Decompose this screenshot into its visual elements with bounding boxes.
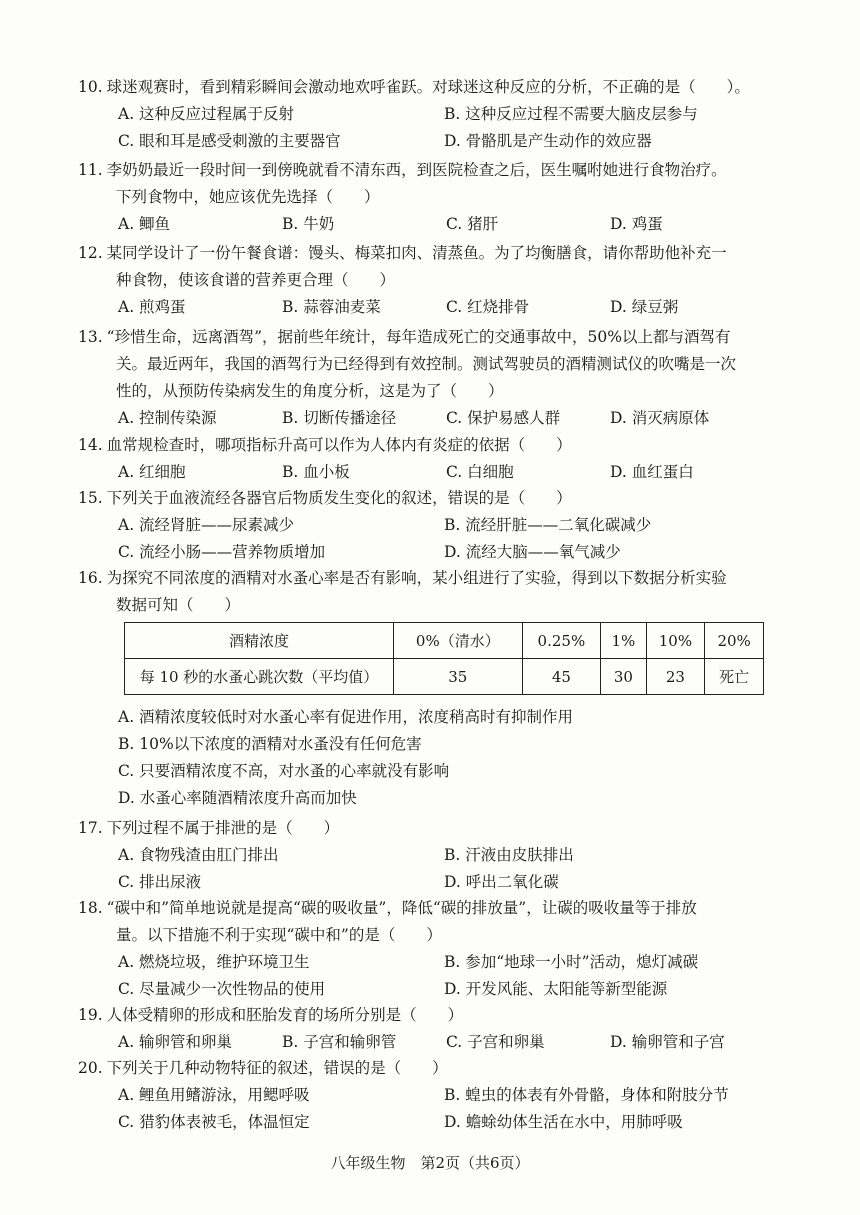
option-d: D. 呼出二氧化碳 <box>444 873 559 891</box>
option-b: B. 参加“地球一小时”活动，熄灯减碳 <box>444 953 699 971</box>
question-17 <box>78 815 808 896</box>
question-11 <box>78 157 808 238</box>
option-a: A. 红细胞 <box>118 463 186 481</box>
option-c: C. 眼和耳是感受刺激的主要器官 <box>118 132 341 150</box>
option-a: A. 煎鸡蛋 <box>118 298 186 316</box>
options-row <box>78 539 808 566</box>
options-row <box>78 128 808 155</box>
option-b: B. 蒜蓉油麦菜 <box>282 298 381 316</box>
question-stem: 为探究不同浓度的酒精对水蚤心率是否有影响，某小组进行了实验，得到以下数据分析实验 <box>106 569 727 587</box>
option-a: A. 输卵管和卵巢 <box>118 1033 233 1051</box>
question-stem: 下列关于几种动物特征的叙述，错误的是（ ） <box>106 1059 448 1077</box>
option-b: B. 血小板 <box>282 463 350 481</box>
option-d: D. 水蚤心率随酒精浓度升高而加快 <box>118 789 357 807</box>
table-header-cell: 酒精浓度 <box>125 623 394 659</box>
option-d: D. 血红蛋白 <box>610 463 694 481</box>
question-number: 18. <box>78 899 103 917</box>
options-row <box>78 405 808 432</box>
option-b: B. 子宫和输卵管 <box>282 1033 397 1051</box>
question-stem: “碳中和”简单地说就是提高“碳的吸收量”，降低“碳的排放量”，让碳的吸收量等于排放 <box>106 899 697 917</box>
option-d: D. 骨骼肌是产生动作的效应器 <box>444 132 652 150</box>
table-cell: 35 <box>394 659 523 695</box>
option-d: D. 消灭病原体 <box>610 409 710 427</box>
heart-rate-table <box>124 622 764 695</box>
table-cell: 45 <box>522 659 601 695</box>
option-b: B. 汗液由皮肤排出 <box>444 846 574 864</box>
option-a: A. 流经肾脏——尿素减少 <box>118 516 295 534</box>
question-stem: 人体受精卵的形成和胚胎发育的场所分别是（ ） <box>106 1006 464 1024</box>
table-cell: 20% <box>705 623 764 659</box>
options-row <box>78 459 808 486</box>
question-stem-line: 数据可知（ ） <box>116 596 241 614</box>
option-d: D. 绿豆粥 <box>610 298 679 316</box>
table-row <box>125 659 764 695</box>
options-row <box>78 1109 808 1136</box>
question-12 <box>78 240 808 321</box>
question-number: 13. <box>78 328 103 346</box>
question-stem-line: 关。最近两年，我国的酒驾行为已经得到有效控制。测试驾驶员的酒精测试仪的吹嘴是一次 <box>116 355 737 373</box>
question-stem: 血常规检查时，哪项指标升高可以作为人体内有炎症的依据（ ） <box>106 436 572 454</box>
question-stem-line: 种食物，使该食谱的营养更合理（ ） <box>116 271 396 289</box>
table-cell: 1% <box>601 623 646 659</box>
option-b: B. 10%以下浓度的酒精对水蚤没有任何危害 <box>118 735 422 753</box>
table-cell: 10% <box>646 623 705 659</box>
options-row <box>78 101 808 128</box>
option-a: A. 鲤鱼用鳍游泳，用鳃呼吸 <box>118 1086 310 1104</box>
option-a: A. 燃烧垃圾，维护环境卫生 <box>118 953 310 971</box>
question-stem: 下列过程不属于排泄的是（ ） <box>106 819 340 837</box>
option-a: A. 食物残渣由肛门排出 <box>118 846 279 864</box>
option-d: D. 流经大脑——氧气减少 <box>444 543 621 561</box>
option-c: C. 排出尿液 <box>118 873 202 891</box>
question-number: 11. <box>78 161 103 179</box>
option-a: A. 鲫鱼 <box>118 215 171 233</box>
question-number: 10. <box>78 78 103 96</box>
question-number: 16. <box>78 569 103 587</box>
options-row <box>78 842 808 869</box>
question-19 <box>78 1002 808 1056</box>
option-a: A. 控制传染源 <box>118 409 217 427</box>
table-header-cell: 每 10 秒的水蚤心跳次数（平均值） <box>125 659 394 695</box>
table-cell: 0%（清水） <box>394 623 523 659</box>
options-row <box>78 869 808 896</box>
options-row <box>78 294 808 321</box>
options-row <box>78 1082 808 1109</box>
option-c: C. 红烧排骨 <box>446 298 530 316</box>
table-cell: 30 <box>601 659 646 695</box>
options-row <box>78 1029 808 1056</box>
question-number: 14. <box>78 436 103 454</box>
options-row <box>78 949 808 976</box>
option-a: A. 酒精浓度较低时对水蚤心率有促进作用，浓度稍高时有抑制作用 <box>118 708 574 726</box>
option-c: C. 猎豹体表被毛，体温恒定 <box>118 1113 310 1131</box>
question-stem: 球迷观赛时，看到精彩瞬间会激动地欢呼雀跃。对球迷这种反应的分析，不正确的是（ ）。 <box>106 78 750 96</box>
options-row <box>78 211 808 238</box>
question-16 <box>78 565 808 619</box>
options-row <box>78 976 808 1003</box>
question-14 <box>78 432 808 486</box>
options-list <box>78 704 808 812</box>
option-c: C. 保护易感人群 <box>446 409 561 427</box>
question-number: 19. <box>78 1006 103 1024</box>
question-stem: “珍惜生命，远离酒驾”，据前些年统计，每年造成死亡的交通事故中，50%以上都与酒驾有 <box>106 328 731 346</box>
question-stem: 李奶奶最近一段时间一到傍晚就看不清东西，到医院检查之后，医生嘱咐她进行食物治疗。 <box>106 161 727 179</box>
question-number: 15. <box>78 489 103 507</box>
option-b: B. 切断传播途径 <box>282 409 397 427</box>
option-c: C. 只要酒精浓度不高，对水蚤的心率就没有影响 <box>118 762 450 780</box>
option-c: C. 尽量减少一次性物品的使用 <box>118 980 326 998</box>
question-18 <box>78 895 808 1003</box>
question-stem: 某同学设计了一份午餐食谱：馒头、梅菜扣肉、清蒸鱼。为了均衡膳食，请你帮助他补充一 <box>106 244 727 262</box>
question-stem: 下列关于血液流经各器官后物质发生变化的叙述，错误的是（ ） <box>106 489 572 507</box>
table-cell: 0.25% <box>522 623 601 659</box>
question-20 <box>78 1055 808 1136</box>
option-b: B. 这种反应过程不需要大脑皮层参与 <box>444 105 698 123</box>
option-d: D. 鸡蛋 <box>610 215 663 233</box>
option-b: B. 流经肝脏——二氧化碳减少 <box>444 516 652 534</box>
option-d: D. 开发风能、太阳能等新型能源 <box>444 980 668 998</box>
question-13 <box>78 324 808 432</box>
option-c: C. 白细胞 <box>446 463 514 481</box>
option-c: C. 猪肝 <box>446 215 499 233</box>
question-15 <box>78 485 808 566</box>
option-c: C. 流经小肠——营养物质增加 <box>118 543 326 561</box>
table-cell: 死亡 <box>705 659 764 695</box>
question-16-options <box>78 704 808 812</box>
question-number: 12. <box>78 244 103 262</box>
question-stem-line: 性的，从预防传染病发生的角度分析，这是为了（ ） <box>116 382 504 400</box>
page-footer: 八年级生物 第2页（共6页） <box>330 1154 530 1172</box>
table-cell: 23 <box>646 659 705 695</box>
option-c: C. 子宫和卵巢 <box>446 1033 545 1051</box>
option-d: D. 输卵管和子宫 <box>610 1033 725 1051</box>
question-number: 17. <box>78 819 103 837</box>
option-a: A. 这种反应过程属于反射 <box>118 105 295 123</box>
question-stem-line: 下列食物中，她应该优先选择（ ） <box>116 188 380 206</box>
question-10 <box>78 74 808 155</box>
options-row <box>78 512 808 539</box>
option-d: D. 蟾蜍幼体生活在水中，用肺呼吸 <box>444 1113 683 1131</box>
question-stem-line: 量。以下措施不利于实现“碳中和”的是（ ） <box>116 926 442 944</box>
option-b: B. 牛奶 <box>282 215 335 233</box>
question-number: 20. <box>78 1059 103 1077</box>
option-b: B. 蝗虫的体表有外骨骼，身体和附肢分节 <box>444 1086 729 1104</box>
table-row <box>125 623 764 659</box>
